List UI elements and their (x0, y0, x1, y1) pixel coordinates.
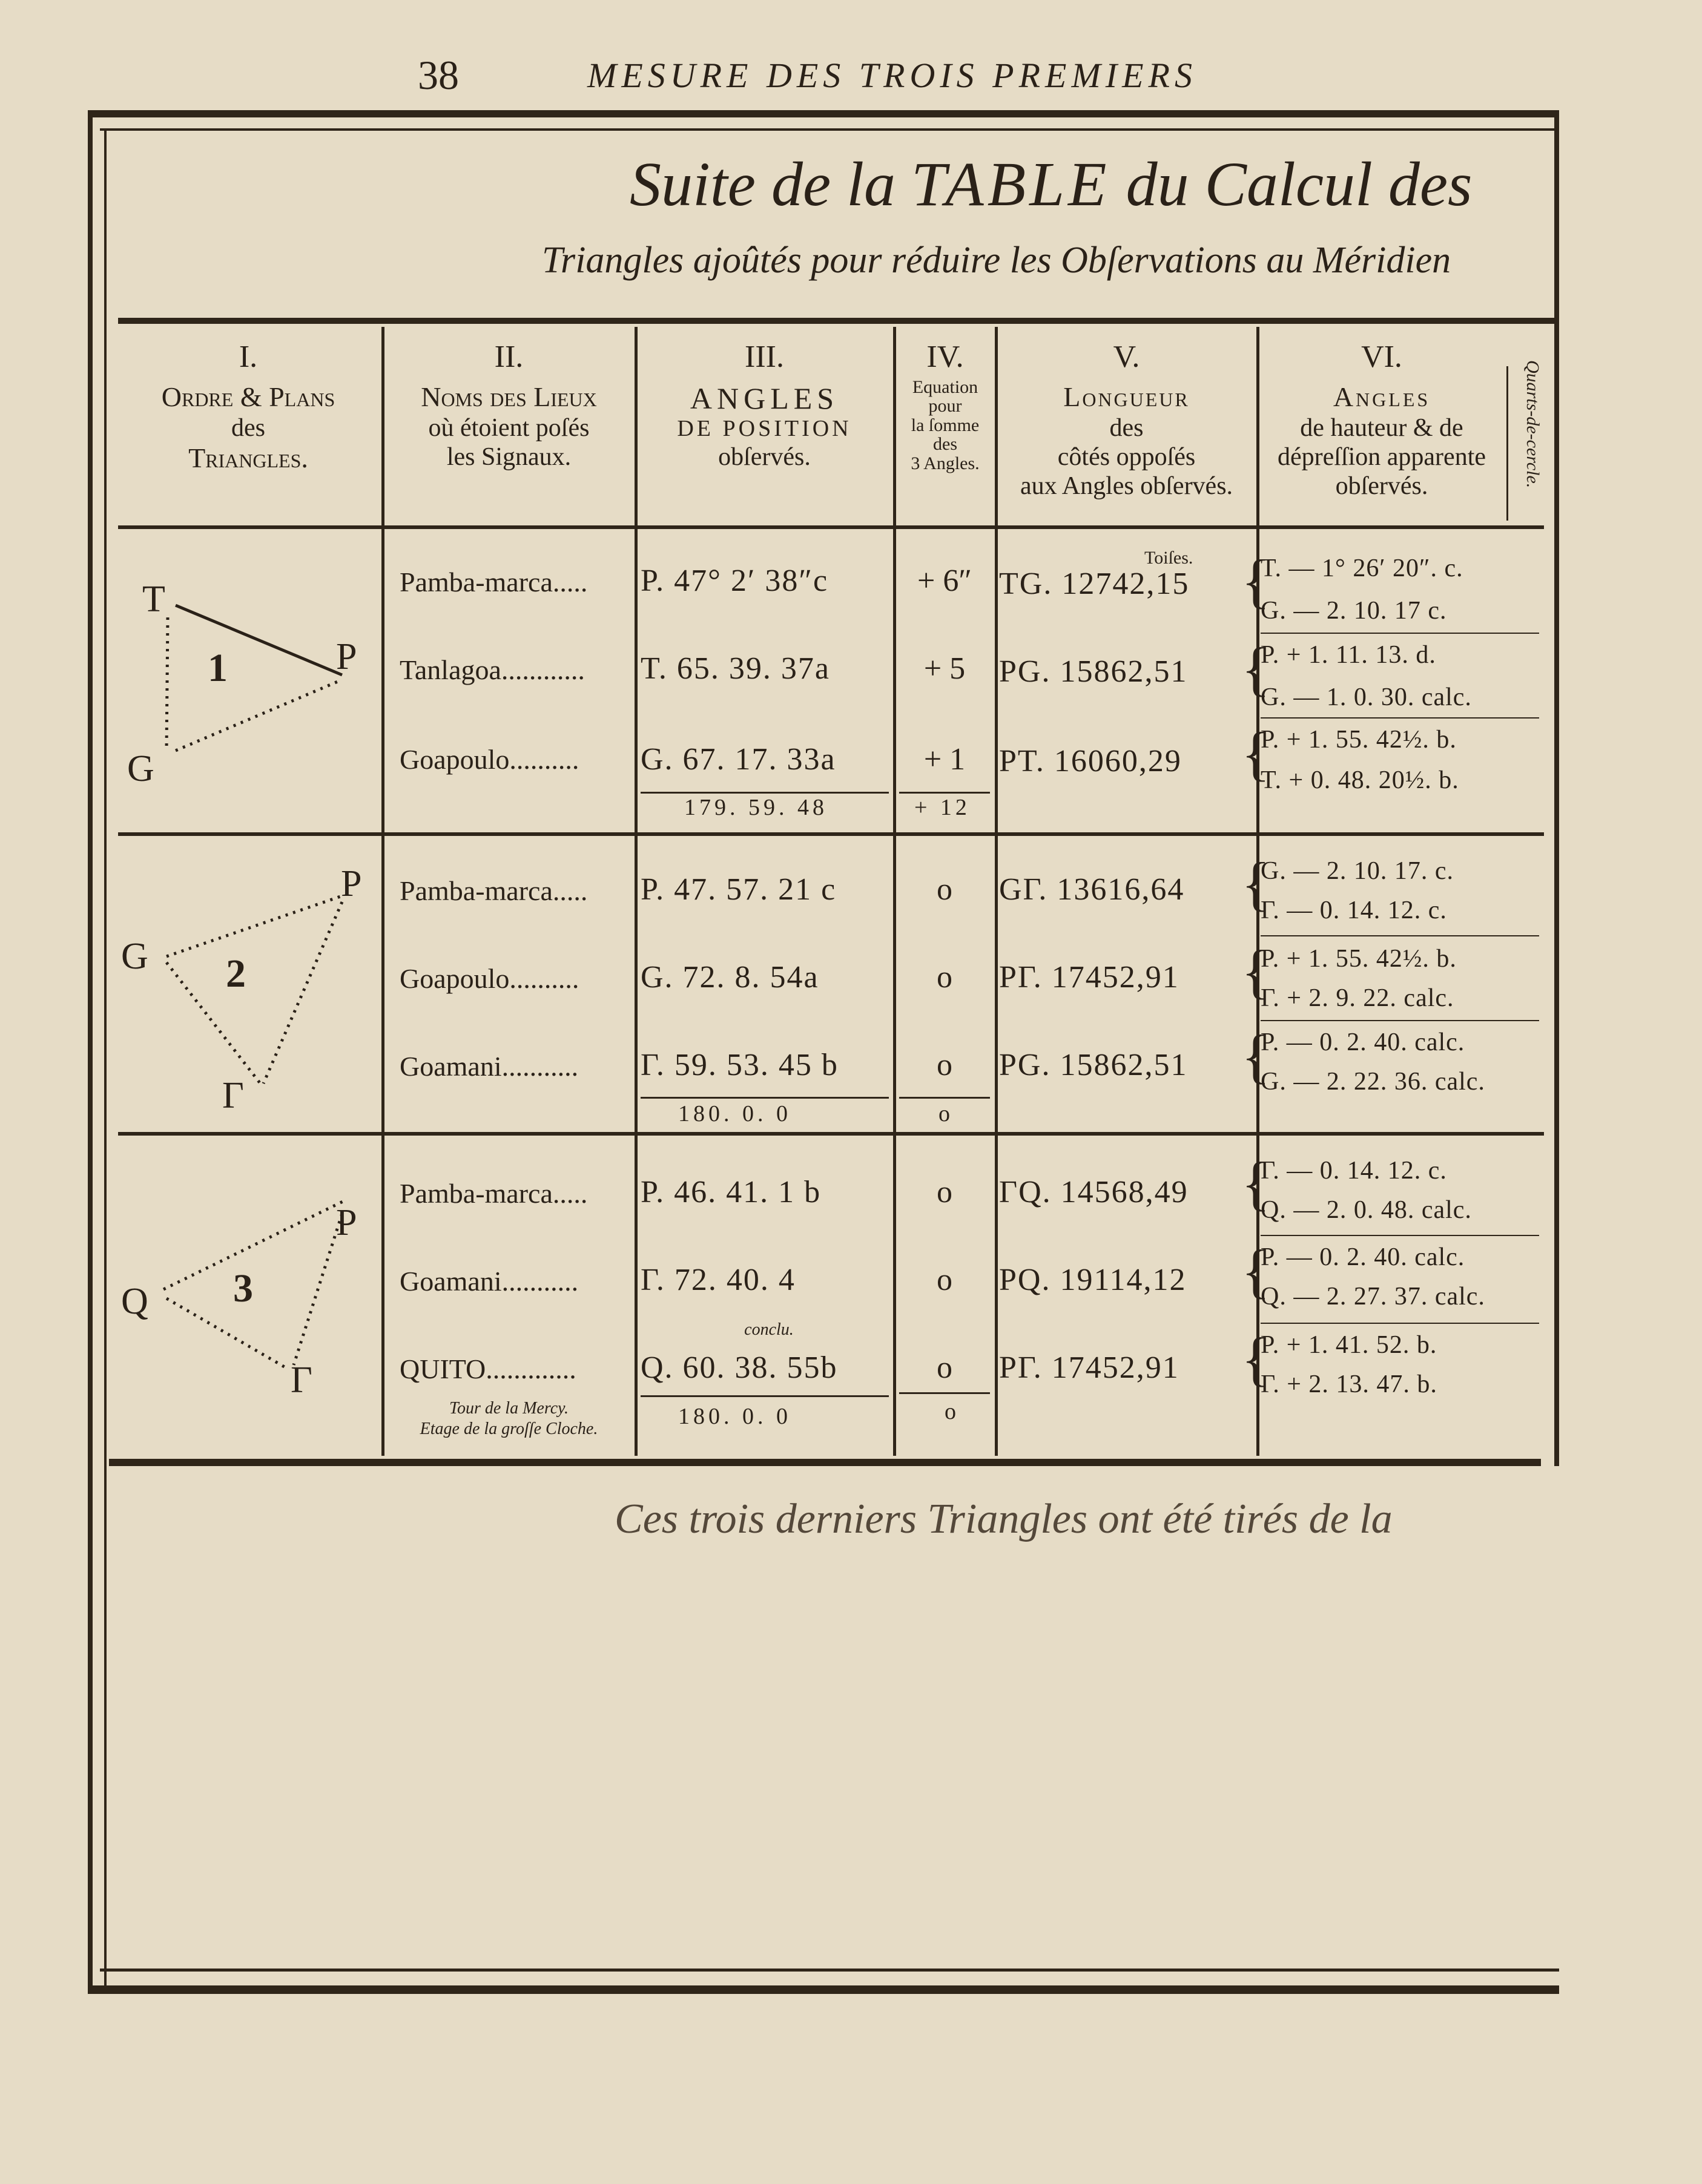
col-header-1 (118, 339, 378, 475)
t1-hd-rule-1 (1261, 633, 1539, 634)
t3-r1-hd1: Γ. — 0. 14. 12. c. (1261, 1157, 1447, 1185)
t3-r1-hd2: Q. — 2. 0. 48. calc. (1261, 1196, 1472, 1224)
col2-l2: où étoient poſés (428, 413, 590, 442)
t1-r3-side: PT. 16060,29 (999, 744, 1182, 778)
col4-l1: Equation (912, 377, 978, 397)
footer-text: Ces trois derniers Triangles ont été tirés de la (615, 1496, 1393, 1542)
tri1-edge-tp (176, 605, 342, 675)
t3-r2-side: PQ. 19114,12 (999, 1263, 1187, 1297)
col-header-5 (998, 339, 1255, 501)
triangle-1-diagram (118, 551, 378, 793)
t1-sum-eq-rule (899, 792, 990, 794)
header-rule (118, 525, 1544, 529)
table-top-rule (118, 318, 1559, 324)
t3-sum-angles: 180. 0. 0 (678, 1404, 791, 1429)
tri3-edge-pg (294, 1214, 342, 1365)
t1-r3-angle: G. 67. 17. 33a (641, 742, 836, 777)
tri2-edge-pg2 (263, 902, 342, 1084)
t2-hd-rule-2 (1261, 1020, 1539, 1021)
col1-roman: I. (239, 340, 258, 374)
tri3-vertex-p: P (336, 1202, 357, 1243)
tri2-number: 2 (226, 952, 246, 996)
t3-r3-hd2: Γ. + 2. 13. 47. b. (1261, 1370, 1437, 1398)
t3-r2-eq: o (937, 1263, 952, 1297)
t3-r3-brace: { (1241, 1325, 1270, 1392)
col-sep-6 (1506, 366, 1508, 521)
col-header-3 (639, 339, 890, 472)
running-head (418, 51, 1447, 106)
title-pre: Suite de la (630, 150, 896, 219)
section-rule-2 (118, 1132, 1544, 1136)
t1-r1-eq: + 6″ (917, 564, 972, 598)
t1-r3-place: Goapoulo.......... (400, 744, 579, 775)
t3-sum-eq-rule (899, 1392, 990, 1394)
frame-left-outer (88, 110, 93, 1994)
t3-r3-angle: Q. 60. 38. 55b (641, 1350, 838, 1385)
col6-l1: Angles (1333, 381, 1431, 412)
tri1-vertex-p: P (336, 636, 357, 677)
tri3-edge-qg (167, 1298, 286, 1368)
tri1-vertex-g: G (127, 748, 154, 789)
toises-label: Toiſes. (1144, 548, 1193, 568)
t2-r3-hd1: P. — 0. 2. 40. calc. (1261, 1028, 1465, 1056)
col1-l3: Triangles. (188, 442, 308, 473)
t2-r3-brace: { (1241, 1022, 1270, 1090)
t3-r2-note: conclu. (744, 1320, 794, 1339)
t1-r1-hd2: G. — 2. 10. 17 c. (1261, 597, 1447, 625)
t1-r2-hd2: G. — 1. 0. 30. calc. (1261, 683, 1472, 711)
frame-left-inner (104, 128, 107, 1987)
t3-r3-place: QUITO............. (400, 1353, 576, 1384)
t1-hd-rule-2 (1261, 717, 1539, 719)
t2-r3-place: Goamani........... (400, 1051, 579, 1082)
t1-r3-hd1: P. + 1. 55. 42½. b. (1261, 726, 1457, 754)
t2-r1-eq: o (937, 872, 952, 907)
t2-sum-rule (641, 1097, 889, 1099)
tri2-edge-gp (167, 896, 342, 956)
tri1-edge-gp (176, 681, 339, 751)
t1-r1-side: TG. 12742,15 (999, 567, 1190, 601)
t1-r1-hd1: T. — 1° 26′ 20″. c. (1261, 554, 1463, 582)
col5-roman: V. (1113, 340, 1140, 374)
t2-sum-angles: 180. 0. 0 (678, 1101, 791, 1127)
col4-l5: 3 Angles. (911, 453, 980, 473)
triangle-2-diagram (118, 854, 378, 1126)
title-table: TABLE (911, 150, 1110, 219)
col-sep-1 (381, 327, 384, 1456)
t3-sum-eq: o (945, 1399, 960, 1424)
col1-l1: Ordre & Plans (161, 381, 335, 412)
t3-r3-side: PΓ. 17452,91 (999, 1350, 1179, 1385)
t2-r3-hd2: G. — 2. 22. 36. calc. (1261, 1068, 1485, 1096)
col4-roman: IV. (926, 340, 964, 374)
triangle-3-diagram (118, 1153, 378, 1426)
t2-r2-hd2: Γ. + 2. 9. 22. calc. (1261, 984, 1454, 1012)
tri2-vertex-g: G (121, 936, 148, 977)
t3-r1-place: Pamba-marca..... (400, 1178, 588, 1209)
t3-sum-rule (641, 1395, 889, 1397)
col-header-6 (1261, 339, 1503, 501)
frame-bottom-thin (100, 1969, 1559, 1972)
col5-l3: côtés oppoſés (1057, 442, 1196, 471)
col6-l2: de hauteur & de (1300, 413, 1463, 442)
t1-r1-place: Pamba-marca..... (400, 567, 588, 597)
running-title: MESURE DES TROIS PREMIERS (587, 56, 1197, 95)
t2-r3-eq: o (937, 1048, 952, 1082)
t2-r1-place: Pamba-marca..... (400, 875, 588, 906)
t2-r2-place: Goapoulo.......... (400, 963, 579, 994)
t1-r3-eq: + 1 (923, 742, 966, 777)
t1-sum-rule (641, 792, 889, 794)
title-post: du Calcul des (1126, 150, 1473, 219)
t1-r3-brace: { (1241, 720, 1270, 787)
t1-r1-brace: { (1241, 547, 1270, 614)
tri3-edge-qp (163, 1200, 345, 1289)
tri3-number: 3 (233, 1266, 253, 1311)
tri1-vertex-t: T (142, 579, 165, 620)
table-title (630, 148, 1473, 220)
col1-l2: des (231, 413, 265, 442)
t2-r2-eq: o (937, 960, 952, 995)
col3-l3: obſervés. (718, 442, 811, 471)
col2-l3: les Signaux. (446, 442, 572, 471)
col3-l1: ANGLES (690, 381, 839, 415)
t3-r2-hd2: Q. — 2. 27. 37. calc. (1261, 1283, 1485, 1311)
tri3-vertex-gamma: Γ (291, 1360, 312, 1401)
t2-hd-rule-1 (1261, 935, 1539, 936)
t1-r2-side: PG. 15862,51 (999, 654, 1188, 689)
t2-r1-hd2: Γ. — 0. 14. 12. c. (1261, 896, 1447, 924)
col6-roman: VI. (1361, 340, 1402, 374)
t2-r3-side: PG. 15862,51 (999, 1048, 1188, 1082)
t3-hd-rule-1 (1261, 1235, 1539, 1236)
t2-sum-eq-rule (899, 1097, 990, 1099)
col-header-4 (896, 339, 994, 473)
t2-r2-hd1: P. + 1. 55. 42½. b. (1261, 945, 1457, 973)
t3-r1-angle: P. 46. 41. 1 b (641, 1175, 822, 1209)
col5-l4: aux Angles obſervés. (1020, 472, 1233, 501)
t2-r3-angle: Γ. 59. 53. 45 b (641, 1048, 839, 1082)
col3-l2: DE POSITION (677, 416, 852, 442)
t3-r1-eq: o (937, 1175, 952, 1209)
col4-l2: pour (928, 396, 962, 416)
col5-l2: des (1109, 413, 1144, 442)
t3-r2-place: Goamani........... (400, 1266, 579, 1297)
t3-r2-hd1: P. — 0. 2. 40. calc. (1261, 1243, 1465, 1271)
t3-r3-hd1: P. + 1. 41. 52. b. (1261, 1331, 1437, 1359)
t1-r2-brace: { (1241, 635, 1270, 702)
col4-l3: la ſomme (911, 415, 980, 435)
t1-r2-eq: + 5 (923, 651, 966, 686)
tri1-edge-tg (167, 617, 168, 751)
t3-r1-brace: { (1241, 1150, 1270, 1217)
t2-r1-angle: P. 47. 57. 21 c (641, 872, 837, 907)
t3-r2-brace: { (1241, 1237, 1270, 1304)
t2-r1-side: GΓ. 13616,64 (999, 872, 1185, 907)
page-number: 38 (418, 52, 459, 98)
table-bottom-rule (109, 1459, 1541, 1466)
t3-place-note (386, 1398, 632, 1439)
col6-l4: obſervés. (1335, 472, 1428, 501)
tri2-vertex-gamma: Γ (222, 1075, 244, 1116)
t2-r2-side: PΓ. 17452,91 (999, 960, 1179, 995)
t2-r2-angle: G. 72. 8. 54a (641, 960, 819, 995)
col2-roman: II. (494, 340, 524, 374)
tri2-edge-gg2 (167, 962, 260, 1084)
frame-top-thick (88, 110, 1559, 117)
col-header-2 (386, 339, 632, 472)
tri1-number: 1 (208, 646, 228, 690)
t1-sum-angles: 179. 59. 48 (684, 795, 828, 820)
section-rule-1 (118, 832, 1544, 836)
col3-roman: III. (745, 340, 784, 374)
t1-r3-hd2: T. + 0. 48. 20½. b. (1261, 766, 1459, 794)
t3-r1-side: ΓQ. 14568,49 (999, 1175, 1189, 1209)
frame-bottom-thick (88, 1985, 1559, 1994)
t1-sum-eq: + 12 (914, 795, 971, 820)
col2-l1: Noms des Lieux (421, 381, 597, 412)
tri2-vertex-p: P (341, 863, 362, 904)
t2-r1-hd1: G. — 2. 10. 17. c. (1261, 857, 1454, 885)
col6-l3: dépreſſion apparente (1278, 442, 1486, 471)
t1-r2-place: Tanlagoa............ (400, 654, 585, 685)
t3-r3-eq: o (937, 1350, 952, 1385)
table-subtitle: Triangles ajoûtés pour réduire les Obſervations au Méridien (542, 240, 1451, 281)
t3-r2-angle: Γ. 72. 40. 4 (641, 1263, 796, 1297)
t1-r2-hd1: P. + 1. 11. 13. d. (1261, 641, 1436, 669)
frame-top-thin (100, 128, 1559, 131)
frame-right (1554, 110, 1559, 1466)
col5-l1: Longueur (1063, 381, 1190, 412)
t2-r1-brace: { (1241, 850, 1270, 917)
col-sep-2 (635, 327, 638, 1456)
t1-r1-angle: P. 47° 2′ 38″c (641, 564, 829, 598)
tri3-vertex-q: Q (121, 1281, 148, 1322)
col6-side-label: Quarts-de-cercle. (1523, 360, 1543, 488)
t3-hd-rule-2 (1261, 1323, 1539, 1324)
t2-sum-eq: o (938, 1101, 954, 1127)
t3-place-note-1: Tour de la Mercy. (449, 1399, 569, 1418)
t3-place-note-2: Etage de la groſſe Cloche. (420, 1419, 598, 1438)
t1-r2-angle: T. 65. 39. 37a (641, 651, 830, 686)
col4-l4: des (933, 434, 957, 455)
t2-r2-brace: { (1241, 938, 1270, 1005)
